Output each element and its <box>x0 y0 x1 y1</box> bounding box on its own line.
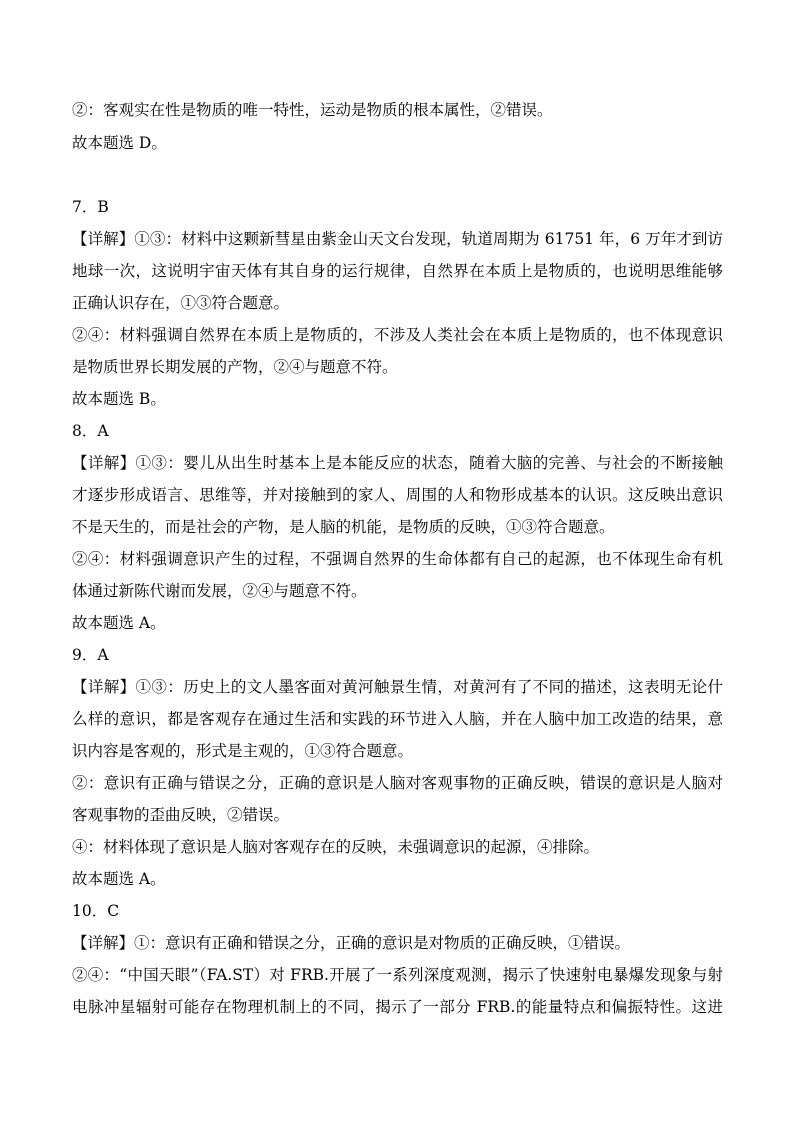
text-line: 故本题选 D。 <box>72 134 167 152</box>
text-line: 地球一次，这说明宇宙天体有其自身的运行规律，自然界在本质上是物质的，也说明思维能够 <box>72 262 723 280</box>
text-line: 故本题选 A。 <box>72 870 166 888</box>
question-number: 8．A <box>72 422 109 440</box>
question-number: 10．C <box>72 902 120 920</box>
text-line: 正确认识存在，①③符合题意。 <box>72 294 290 312</box>
text-line: ④：材料体现了意识是人脑对客观存在的反映，未强调意识的起源，④排除。 <box>72 838 600 856</box>
question-number: 9．A <box>72 646 109 664</box>
text-line: 识内容是客观的，形式是主观的，①③符合题意。 <box>72 742 414 760</box>
text-line: ②：意识有正确与错误之分，正确的意识是人脑对客观事物的正确反映，错误的意识是人脑对 <box>72 774 723 792</box>
text-line: ②④：“中国天眼”（FA.ST）对 FRB.开展了一系列深度观测，揭示了快速射电暴爆发现象与射 <box>72 966 723 984</box>
text-line: 才逐步形成语言、思维等，并对接触到的家人、周围的人和物形成基本的认识。这反映出意识 <box>72 486 723 504</box>
text-line: 【详解】①③：历史上的文人墨客面对黄河触景生情，对黄河有了不同的描述，这表明无论什 <box>72 678 723 696</box>
question-number: 7．B <box>72 198 109 216</box>
text-line: ②④：材料强调意识产生的过程，不强调自然界的生命体都有自己的起源，也不体现生命有机 <box>72 550 723 568</box>
text-line: 客观事物的歪曲反映，②错误。 <box>72 806 290 824</box>
text-line: 故本题选 A。 <box>72 614 166 632</box>
text-line: 【详解】①：意识有正确和错误之分，正确的意识是对物质的正确反映，①错误。 <box>72 934 631 952</box>
text-line: ②④：材料强调自然界在本质上是物质的，不涉及人类社会在本质上是物质的，也不体现意识 <box>72 326 723 344</box>
text-line: 电脉冲星辐射可能存在物理机制上的不同，揭示了一部分 FRB.的能量特点和偏振特性。这进 <box>72 998 723 1016</box>
text-line: 是物质世界长期发展的产物，②④与题意不符。 <box>72 358 398 376</box>
text-line: 【详解】①③：材料中这颗新彗星由紫金山天文台发现，轨道周期为 61751 年，6 万年才到访 <box>72 230 723 248</box>
text-line: ②：客观实在性是物质的唯一特性，运动是物质的根本属性，②错误。 <box>72 101 553 119</box>
text-line: 不是天生的，而是社会的产物，是人脑的机能，是物质的反映，①③符合题意。 <box>72 518 615 536</box>
text-line: 【详解】①③：婴儿从出生时基本上是本能反应的状态，随着大脑的完善、与社会的不断接触 <box>72 454 723 472</box>
text-line: 故本题选 B。 <box>72 390 166 408</box>
text-line: 体通过新陈代谢而发展，②④与题意不符。 <box>72 582 367 600</box>
text-line: 么样的意识，都是客观存在通过生活和实践的环节进入人脑，并在人脑中加工改造的结果，意 <box>72 710 723 728</box>
